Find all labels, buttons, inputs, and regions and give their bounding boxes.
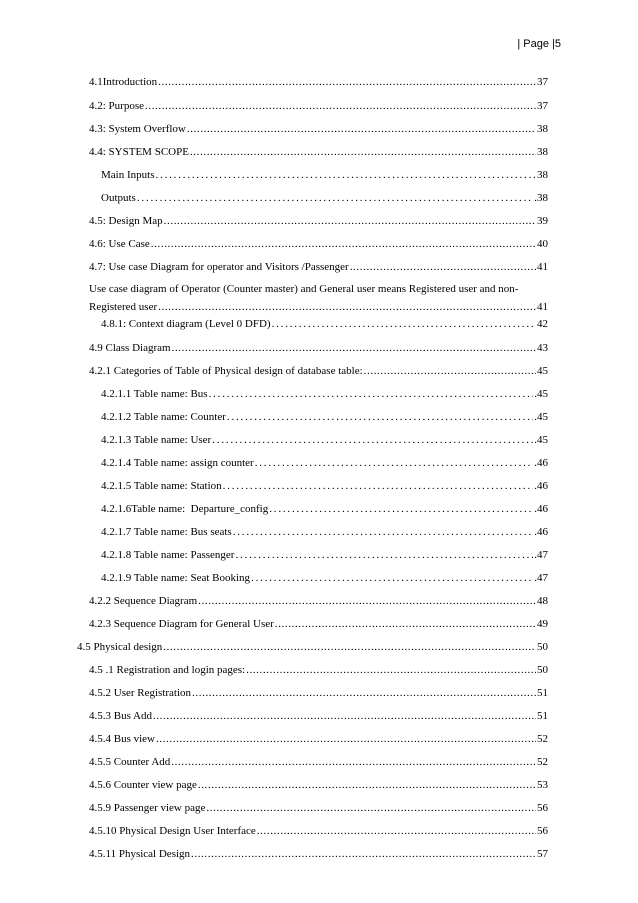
toc-entry-page: 37 <box>537 100 548 112</box>
toc-entry-page: 41 <box>537 301 548 313</box>
toc-entry-page: 57 <box>537 848 548 860</box>
toc-entry-label: 4.5.9 Passenger view page <box>89 802 206 814</box>
toc-leader <box>163 641 536 654</box>
toc-entry[interactable] <box>89 76 548 89</box>
toc-entry-page: 56 <box>537 825 548 837</box>
toc-entry-label: 4.6: Use Case <box>89 238 150 250</box>
toc-entry[interactable] <box>101 503 548 516</box>
toc-entry-label: 4.3: System Overflow <box>89 123 186 135</box>
toc-entry-page: .47 <box>534 549 548 561</box>
toc-entry-page: 38 <box>537 146 548 158</box>
toc-entry-page: .45 <box>534 411 548 423</box>
toc-entry[interactable] <box>89 215 548 228</box>
toc-leader <box>171 756 536 769</box>
toc-entry-page: .45 <box>534 388 548 400</box>
toc-entry[interactable] <box>89 100 548 113</box>
toc-entry-label: 4.2.1.1 Table name: Bus <box>101 388 208 400</box>
toc-entry[interactable] <box>101 549 548 562</box>
toc-leader <box>190 146 536 159</box>
toc-leader <box>212 434 533 447</box>
toc-leader <box>153 710 536 723</box>
toc-entry-label: 4.2.3 Sequence Diagram for General User <box>89 618 274 630</box>
toc-entry-page: 37 <box>537 76 548 88</box>
toc-entry-label: 4.2.1.7 Table name: Bus seats <box>101 526 232 538</box>
toc-entry[interactable] <box>89 123 548 136</box>
toc-entry-page: 38 <box>537 123 548 135</box>
toc-leader <box>209 388 534 401</box>
page-header: | Page |5 <box>517 38 561 50</box>
toc-leader <box>233 526 534 539</box>
toc-entry-label: 4.5.3 Bus Add <box>89 710 152 722</box>
toc-entry-page: .46 <box>534 457 548 469</box>
toc-leader <box>223 480 534 493</box>
toc-entry[interactable] <box>89 848 548 861</box>
toc-entry-label: Registered user <box>89 301 158 313</box>
toc-entry-label: 4.5.4 Bus view <box>89 733 155 745</box>
toc-entry-page: 53 <box>537 779 548 791</box>
toc-leader <box>164 215 536 228</box>
toc-entry-label-line1: Use case diagram of Operator (Counter master) and General user means Registered user and non- <box>89 283 519 295</box>
toc-entry-page: .47 <box>534 572 548 584</box>
toc-entry-label: 4.2.1.4 Table name: assign counter <box>101 457 254 469</box>
toc-entry-page: 42 <box>537 318 548 330</box>
toc-leader <box>272 318 536 331</box>
toc-leader <box>191 848 536 861</box>
toc-entry[interactable] <box>101 411 548 424</box>
toc-entry-label: 4.2.1.8 Table name: Passenger <box>101 549 235 561</box>
toc-entry-label: 4.5.6 Counter view page <box>89 779 197 791</box>
toc-entry-page: .38 <box>534 192 548 204</box>
toc-entry[interactable] <box>101 169 548 182</box>
toc-leader <box>269 503 533 516</box>
toc-entry-label: 4.5 Physical design <box>77 641 163 653</box>
toc-entry[interactable] <box>89 342 548 355</box>
toc-entry-label: 4.2.1.5 Table name: Station <box>101 480 222 492</box>
toc-entry-label: 4.7: Use case Diagram for operator and Visitors /Passenger <box>89 261 349 273</box>
toc-entry[interactable] <box>77 641 548 654</box>
toc-entry-label: 4.5.10 Physical Design User Interface <box>89 825 256 837</box>
toc-entry-page: 43 <box>537 342 548 354</box>
toc-entry-label: 4.2.1.3 Table name: User <box>101 434 212 446</box>
toc-entry-page: 40 <box>537 238 548 250</box>
toc-entry-page: .45 <box>534 434 548 446</box>
toc-entry[interactable] <box>101 434 548 447</box>
toc-entry-label: 4.5.11 Physical Design <box>89 848 191 860</box>
toc-entry[interactable] <box>101 318 548 331</box>
toc-entry-page: 39 <box>537 215 548 227</box>
toc-entry-page: 45 <box>537 365 548 377</box>
toc-entry-page: 51 <box>537 687 548 699</box>
toc-leader <box>158 76 536 89</box>
toc-entry-page: 51 <box>537 710 548 722</box>
toc-entry-page: 56 <box>537 802 548 814</box>
toc-leader <box>350 261 536 274</box>
toc-entry-page: 52 <box>537 756 548 768</box>
toc-entry[interactable] <box>89 710 548 723</box>
toc-leader <box>257 825 536 838</box>
toc-entry[interactable] <box>89 733 548 746</box>
toc-leader <box>187 123 536 136</box>
toc-entry[interactable] <box>89 618 548 631</box>
toc-entry[interactable] <box>101 192 548 205</box>
toc-leader <box>156 733 536 746</box>
toc-entry-page: 49 <box>537 618 548 630</box>
toc-entry-label: 4.2: Purpose <box>89 100 144 112</box>
toc-entry-label: 4.9 Class Diagram <box>89 342 171 354</box>
toc-entry[interactable] <box>101 480 548 493</box>
toc-entry-page: 38 <box>537 169 548 181</box>
toc-entry-label: 4.5: Design Map <box>89 215 163 227</box>
toc-leader <box>275 618 536 631</box>
toc-entry-label: 4.4: SYSTEM SCOPE <box>89 146 189 158</box>
toc-leader <box>235 549 533 562</box>
toc-entry-label: 4.8.1: Context diagram (Level 0 DFD) <box>101 318 271 330</box>
toc-leader <box>227 411 533 424</box>
toc-entry[interactable] <box>101 457 548 470</box>
toc-leader <box>158 298 536 316</box>
toc-leader <box>255 457 534 470</box>
toc-entry[interactable] <box>89 238 548 251</box>
toc-leader <box>192 687 536 700</box>
toc-entry-page: 50 <box>537 664 548 676</box>
toc-entry-label: 4.2.1.6Table name: Departure_config <box>101 503 269 515</box>
toc-entry-page: .46 <box>534 480 548 492</box>
toc-entry-label: 4.5.5 Counter Add <box>89 756 171 768</box>
toc-entry-page: .46 <box>534 503 548 515</box>
toc-entry-line2 <box>89 298 548 316</box>
toc-entry-label: 4.1Introduction <box>89 76 158 88</box>
toc-entry-label: 4.2.2 Sequence Diagram <box>89 595 198 607</box>
toc-entry-page: 52 <box>537 733 548 745</box>
toc-entry-label: 4.2.1 Categories of Table of Physical design of database table: <box>89 365 363 377</box>
toc-entry-label: 4.5 .1 Registration and login pages: <box>89 664 246 676</box>
toc-entry[interactable] <box>89 825 548 838</box>
toc-entry[interactable] <box>101 526 548 539</box>
toc-leader <box>364 365 536 378</box>
toc-leader <box>137 192 533 205</box>
toc-entry-label: 4.2.1.2 Table name: Counter <box>101 411 226 423</box>
toc-entry[interactable] <box>89 802 548 815</box>
toc-entry[interactable] <box>89 280 548 316</box>
toc-leader <box>246 664 536 677</box>
toc-leader <box>145 100 536 113</box>
toc-entry-label: 4.2.1.9 Table name: Seat Booking <box>101 572 251 584</box>
toc-entry[interactable] <box>101 572 548 585</box>
toc-leader <box>155 169 536 182</box>
toc-entry-page: .46 <box>534 526 548 538</box>
toc-leader <box>172 342 536 355</box>
toc-entry-page: 41 <box>537 261 548 273</box>
toc-leader <box>206 802 536 815</box>
toc-entry[interactable] <box>89 146 548 159</box>
toc-leader <box>251 572 533 585</box>
toc-entry-label: Outputs <box>101 192 136 204</box>
toc-leader <box>151 238 536 251</box>
toc-entry-label: Main Inputs <box>101 169 155 181</box>
toc-leader <box>198 779 536 792</box>
toc-entry[interactable] <box>89 664 548 677</box>
toc-entry-page: 48 <box>537 595 548 607</box>
toc-entry[interactable] <box>89 779 548 792</box>
toc-entry[interactable] <box>89 365 548 378</box>
toc-entry[interactable] <box>89 756 548 769</box>
toc-entry-label: 4.5.2 User Registration <box>89 687 192 699</box>
toc-entry[interactable] <box>89 687 548 700</box>
toc-entry[interactable] <box>89 595 548 608</box>
toc-entry[interactable] <box>101 388 548 401</box>
toc-leader <box>198 595 536 608</box>
toc-entry[interactable] <box>89 261 548 274</box>
toc-entry-page: 50 <box>537 641 548 653</box>
